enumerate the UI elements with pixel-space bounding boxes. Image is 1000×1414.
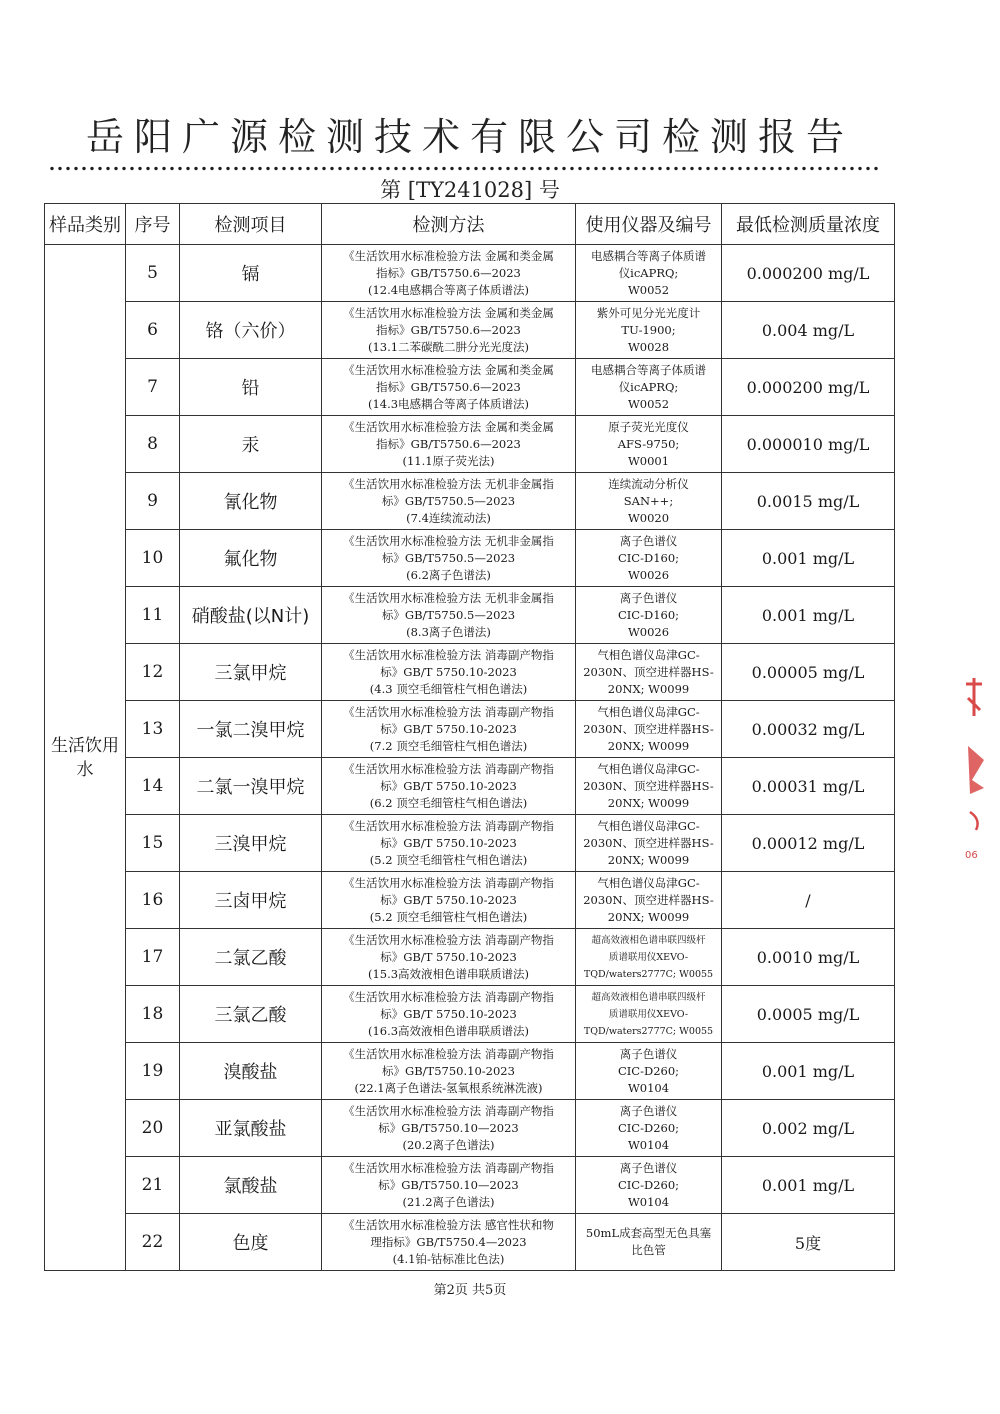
method-line: 指标》GB/T5750.6—2023 xyxy=(376,265,521,280)
instrument-line: 气相色谱仪岛津GC- xyxy=(597,875,700,890)
instrument-line: 离子色谱仪 xyxy=(619,1160,678,1175)
test-method-cell xyxy=(322,302,576,359)
serial-number-cell: 5 xyxy=(126,245,180,302)
method-line: 《生活饮用水标准检验方法 消毒副产物指 xyxy=(343,1160,554,1175)
instrument-line: W0026 xyxy=(627,567,670,582)
table-row xyxy=(45,1100,895,1157)
test-method-cell xyxy=(322,929,576,986)
method-line: (16.3高效液相色谱串联质谱法) xyxy=(367,1023,530,1038)
table-row xyxy=(45,530,895,587)
test-item-cell: 氯酸盐 xyxy=(180,1157,322,1214)
serial-number-cell: 16 xyxy=(126,872,180,929)
method-line: 《生活饮用水标准检验方法 金属和类金属 xyxy=(343,305,554,320)
serial-number-cell: 15 xyxy=(126,815,180,872)
instrument-line: W0026 xyxy=(627,624,670,639)
instrument-cell xyxy=(576,1043,722,1100)
detection-limit-cell: 0.0010 mg/L xyxy=(722,929,895,986)
method-line: (15.3高效液相色谱串联质谱法) xyxy=(367,966,530,981)
method-line: 《生活饮用水标准检验方法 消毒副产物指 xyxy=(343,875,554,890)
instrument-cell xyxy=(576,929,722,986)
method-line: (6.2离子色谱法) xyxy=(406,567,491,582)
serial-number-cell: 6 xyxy=(126,302,180,359)
instrument-line: W0001 xyxy=(627,453,670,468)
table-row xyxy=(45,587,895,644)
instrument-line: 电感耦合等离子体质谱 xyxy=(591,248,706,263)
test-method-cell xyxy=(322,758,576,815)
instrument-line: 紫外可见分光光度计 xyxy=(596,305,701,320)
detection-limit-cell: 0.000010 mg/L xyxy=(722,416,895,473)
instrument-line: 离子色谱仪 xyxy=(619,1103,678,1118)
instrument-line: CIC-D260; xyxy=(617,1063,680,1078)
instrument-cell xyxy=(576,815,722,872)
detection-limit-cell: 0.000200 mg/L xyxy=(722,245,895,302)
instrument-cell xyxy=(576,872,722,929)
test-method-cell xyxy=(322,416,576,473)
test-item-cell: 色度 xyxy=(180,1214,322,1271)
report-title: 岳阳广源检测技术有限公司检测报告 xyxy=(85,115,854,159)
test-item-cell: 一氯二溴甲烷 xyxy=(180,701,322,758)
serial-number-cell: 12 xyxy=(126,644,180,701)
test-method-cell xyxy=(322,1157,576,1214)
test-item-cell: 硝酸盐(以N计) xyxy=(180,587,322,644)
serial-number-cell: 13 xyxy=(126,701,180,758)
serial-number-cell: 19 xyxy=(126,1043,180,1100)
serial-number-cell: 21 xyxy=(126,1157,180,1214)
sample-category-cell: 生活饮用水 xyxy=(45,245,126,1271)
instrument-line: 仪icAPRQ; xyxy=(618,265,679,280)
table-row xyxy=(45,302,895,359)
detection-limit-cell: 0.001 mg/L xyxy=(722,587,895,644)
instrument-line: 连续流动分析仪 xyxy=(608,476,689,491)
method-line: 《生活饮用水标准检验方法 无机非金属指 xyxy=(343,533,554,548)
test-method-cell xyxy=(322,587,576,644)
detection-limit-cell: 0.0005 mg/L xyxy=(722,986,895,1043)
instrument-line: 20NX; W0099 xyxy=(607,681,690,696)
instrument-line: 20NX; W0099 xyxy=(607,852,690,867)
instrument-cell xyxy=(576,587,722,644)
table-header-row xyxy=(45,204,895,245)
method-line: 标》GB/T 5750.10-2023 xyxy=(380,892,517,907)
method-line: (22.1离子色谱法-氢氧根系统淋洗液) xyxy=(354,1080,543,1095)
method-line: 理指标》GB/T5750.4—2023 xyxy=(370,1234,527,1249)
method-line: (13.1二苯碳酰二肼分光光度法) xyxy=(367,339,530,354)
method-line: 《生活饮用水标准检验方法 消毒副产物指 xyxy=(343,932,554,947)
serial-number-cell: 7 xyxy=(126,359,180,416)
instrument-line: 2030N、顶空进样器HS- xyxy=(583,892,714,907)
method-line: 《生活饮用水标准检验方法 金属和类金属 xyxy=(343,362,554,377)
serial-number-cell: 17 xyxy=(126,929,180,986)
table-row xyxy=(45,1214,895,1271)
instrument-cell xyxy=(576,758,722,815)
stamp-text: 06 xyxy=(965,850,978,861)
table-row xyxy=(45,245,895,302)
serial-number-cell: 20 xyxy=(126,1100,180,1157)
instrument-line: CIC-D160; xyxy=(617,607,680,622)
method-line: 标》GB/T5750.5—2023 xyxy=(381,607,516,622)
method-line: 标》GB/T5750.10—2023 xyxy=(378,1120,519,1135)
method-line: (11.1原子荧光法) xyxy=(402,453,495,468)
detection-limit-cell: 0.001 mg/L xyxy=(722,1043,895,1100)
instrument-cell xyxy=(576,644,722,701)
instrument-line: TU-1900; xyxy=(621,322,676,337)
instrument-line: 离子色谱仪 xyxy=(619,1046,678,1061)
method-line: 《生活饮用水标准检验方法 消毒副产物指 xyxy=(343,989,554,1004)
method-line: 《生活饮用水标准检验方法 消毒副产物指 xyxy=(343,647,554,662)
method-line: 《生活饮用水标准检验方法 消毒副产物指 xyxy=(343,761,554,776)
method-line: 《生活饮用水标准检验方法 金属和类金属 xyxy=(343,419,554,434)
detection-limit-cell: 0.001 mg/L xyxy=(722,1157,895,1214)
test-item-cell: 二氯乙酸 xyxy=(180,929,322,986)
table-row xyxy=(45,872,895,929)
instrument-cell xyxy=(576,701,722,758)
test-method-cell xyxy=(322,245,576,302)
instrument-line: W0052 xyxy=(627,282,670,297)
detection-limit-cell: 0.002 mg/L xyxy=(722,1100,895,1157)
test-method-cell xyxy=(322,815,576,872)
header-detection-limit: 最低检测质量浓度 xyxy=(722,204,895,245)
detection-limit-cell: 0.00031 mg/L xyxy=(722,758,895,815)
method-line: 标》GB/T 5750.10-2023 xyxy=(380,664,517,679)
method-line: (5.2 顶空毛细管柱气相色谱法) xyxy=(369,909,528,924)
method-line: (7.2 顶空毛细管柱气相色谱法) xyxy=(369,738,528,753)
instrument-line: CIC-D260; xyxy=(617,1120,680,1135)
method-line: (7.4连续流动法) xyxy=(406,510,491,525)
instrument-cell xyxy=(576,1157,722,1214)
instrument-line: AFS-9750; xyxy=(617,436,680,451)
test-item-cell: 溴酸盐 xyxy=(180,1043,322,1100)
instrument-line: CIC-D160; xyxy=(617,550,680,565)
instrument-line: 质谱联用仪XEVO- xyxy=(608,1008,689,1020)
test-item-cell: 亚氯酸盐 xyxy=(180,1100,322,1157)
instrument-cell xyxy=(576,359,722,416)
method-line: 标》GB/T 5750.10-2023 xyxy=(380,949,517,964)
method-line: 指标》GB/T5750.6—2023 xyxy=(376,322,521,337)
table-row xyxy=(45,1043,895,1100)
test-method-cell xyxy=(322,473,576,530)
test-item-cell: 三溴甲烷 xyxy=(180,815,322,872)
detection-limit-cell: 0.00005 mg/L xyxy=(722,644,895,701)
instrument-line: TQD/waters2777C; W0055 xyxy=(583,968,714,980)
instrument-cell xyxy=(576,1100,722,1157)
table-row xyxy=(45,701,895,758)
instrument-line: W0020 xyxy=(627,510,670,525)
method-line: 标》GB/T5750.5—2023 xyxy=(381,550,516,565)
method-line: (14.3电感耦合等离子体质谱法) xyxy=(367,396,530,411)
results-table xyxy=(44,203,895,1271)
detection-limit-cell: 0.00012 mg/L xyxy=(722,815,895,872)
instrument-line: 仪icAPRQ; xyxy=(618,379,679,394)
test-method-cell xyxy=(322,986,576,1043)
test-method-cell xyxy=(322,1214,576,1271)
report-number: 第 [TY241028] 号 xyxy=(380,178,560,202)
header-instrument: 使用仪器及编号 xyxy=(576,204,722,245)
instrument-line: 2030N、顶空进样器HS- xyxy=(583,721,714,736)
serial-number-cell: 18 xyxy=(126,986,180,1043)
test-item-cell: 铬（六价） xyxy=(180,302,322,359)
instrument-line: 2030N、顶空进样器HS- xyxy=(583,778,714,793)
table-row xyxy=(45,986,895,1043)
detection-limit-cell: 5度 xyxy=(722,1214,895,1271)
method-line: 标》GB/T 5750.10-2023 xyxy=(380,778,517,793)
test-method-cell xyxy=(322,1043,576,1100)
method-line: 《生活饮用水标准检验方法 无机非金属指 xyxy=(343,476,554,491)
instrument-line: CIC-D260; xyxy=(617,1177,680,1192)
header-test-item: 检测项目 xyxy=(180,204,322,245)
test-item-cell: 氰化物 xyxy=(180,473,322,530)
header-sample-category: 样品类别 xyxy=(45,204,126,245)
method-line: (8.3离子色谱法) xyxy=(406,624,491,639)
method-line: 指标》GB/T5750.6—2023 xyxy=(376,436,521,451)
instrument-line: TQD/waters2777C; W0055 xyxy=(583,1025,714,1037)
serial-number-cell: 11 xyxy=(126,587,180,644)
method-line: 标》GB/T 5750.10-2023 xyxy=(380,721,517,736)
table-row xyxy=(45,473,895,530)
method-line: 标》GB/T5750.10-2023 xyxy=(382,1063,515,1078)
detection-limit-cell: / xyxy=(722,872,895,929)
table-row xyxy=(45,359,895,416)
test-method-cell xyxy=(322,530,576,587)
red-stamp-fragment xyxy=(962,676,986,866)
test-method-cell xyxy=(322,1100,576,1157)
header-serial-number: 序号 xyxy=(126,204,180,245)
method-line: 《生活饮用水标准检验方法 金属和类金属 xyxy=(343,248,554,263)
test-item-cell: 二氯一溴甲烷 xyxy=(180,758,322,815)
instrument-line: 离子色谱仪 xyxy=(619,533,678,548)
instrument-line: W0104 xyxy=(627,1137,670,1152)
instrument-line: W0052 xyxy=(627,396,670,411)
instrument-line: 50mL成套高型无色具塞 xyxy=(585,1226,712,1240)
test-item-cell: 氟化物 xyxy=(180,530,322,587)
instrument-cell xyxy=(576,986,722,1043)
instrument-line: 2030N、顶空进样器HS- xyxy=(583,835,714,850)
test-method-cell xyxy=(322,701,576,758)
test-item-cell: 三氯乙酸 xyxy=(180,986,322,1043)
instrument-line: 比色管 xyxy=(631,1243,666,1257)
detection-limit-cell: 0.0015 mg/L xyxy=(722,473,895,530)
serial-number-cell: 9 xyxy=(126,473,180,530)
table-row xyxy=(45,758,895,815)
method-line: 标》GB/T 5750.10-2023 xyxy=(380,835,517,850)
method-line: 标》GB/T 5750.10-2023 xyxy=(380,1006,517,1021)
test-item-cell: 铅 xyxy=(180,359,322,416)
detection-limit-cell: 0.00032 mg/L xyxy=(722,701,895,758)
instrument-cell xyxy=(576,416,722,473)
instrument-line: 超高效液相色谱串联四级杆 xyxy=(591,991,706,1003)
table-row xyxy=(45,1157,895,1214)
instrument-line: SAN++; xyxy=(623,493,674,508)
detection-limit-cell: 0.001 mg/L xyxy=(722,530,895,587)
instrument-line: W0028 xyxy=(627,339,670,354)
instrument-line: 气相色谱仪岛津GC- xyxy=(597,761,700,776)
test-item-cell: 汞 xyxy=(180,416,322,473)
instrument-cell xyxy=(576,245,722,302)
detection-limit-cell: 0.000200 mg/L xyxy=(722,359,895,416)
test-item-cell: 三氯甲烷 xyxy=(180,644,322,701)
serial-number-cell: 14 xyxy=(126,758,180,815)
instrument-line: 电感耦合等离子体质谱 xyxy=(591,362,706,377)
method-line: (4.1铂-钴标准比色法) xyxy=(392,1251,505,1266)
instrument-cell xyxy=(576,473,722,530)
method-line: 指标》GB/T5750.6—2023 xyxy=(376,379,521,394)
test-method-cell xyxy=(322,872,576,929)
instrument-line: W0104 xyxy=(627,1080,670,1095)
instrument-cell xyxy=(576,302,722,359)
instrument-cell xyxy=(576,1214,722,1271)
instrument-line: 气相色谱仪岛津GC- xyxy=(597,647,700,662)
method-line: (12.4电感耦合等离子体质谱法) xyxy=(367,282,530,297)
instrument-line: 原子荧光光度仪 xyxy=(608,419,689,434)
method-line: (20.2离子色谱法) xyxy=(402,1137,495,1152)
instrument-line: 20NX; W0099 xyxy=(607,738,690,753)
header-test-method: 检测方法 xyxy=(322,204,576,245)
instrument-line: 超高效液相色谱串联四级杆 xyxy=(591,934,706,946)
test-method-cell xyxy=(322,644,576,701)
table-row xyxy=(45,815,895,872)
instrument-line: 20NX; W0099 xyxy=(607,909,690,924)
serial-number-cell: 22 xyxy=(126,1214,180,1271)
instrument-line: 离子色谱仪 xyxy=(619,590,678,605)
method-line: (6.2 顶空毛细管柱气相色谱法) xyxy=(369,795,528,810)
method-line: (5.2 顶空毛细管柱气相色谱法) xyxy=(369,852,528,867)
method-line: 标》GB/T5750.10—2023 xyxy=(378,1177,519,1192)
dotted-divider xyxy=(48,166,880,171)
method-line: 《生活饮用水标准检验方法 消毒副产物指 xyxy=(343,704,554,719)
serial-number-cell: 8 xyxy=(126,416,180,473)
instrument-line: 质谱联用仪XEVO- xyxy=(608,951,689,963)
method-line: (21.2离子色谱法) xyxy=(402,1194,495,1209)
serial-number-cell: 10 xyxy=(126,530,180,587)
instrument-line: W0104 xyxy=(627,1194,670,1209)
method-line: 《生活饮用水标准检验方法 消毒副产物指 xyxy=(343,1103,554,1118)
table-row xyxy=(45,644,895,701)
method-line: (4.3 顶空毛细管柱气相色谱法) xyxy=(369,681,528,696)
test-item-cell: 三卤甲烷 xyxy=(180,872,322,929)
table-row xyxy=(45,929,895,986)
method-line: 《生活饮用水标准检验方法 消毒副产物指 xyxy=(343,1046,554,1061)
page-number: 第2页 共5页 xyxy=(433,1283,507,1298)
test-method-cell xyxy=(322,359,576,416)
instrument-line: 2030N、顶空进样器HS- xyxy=(583,664,714,679)
method-line: 《生活饮用水标准检验方法 消毒副产物指 xyxy=(343,818,554,833)
test-item-cell: 镉 xyxy=(180,245,322,302)
instrument-cell xyxy=(576,530,722,587)
instrument-line: 20NX; W0099 xyxy=(607,795,690,810)
instrument-line: 气相色谱仪岛津GC- xyxy=(597,818,700,833)
table-row xyxy=(45,416,895,473)
detection-limit-cell: 0.004 mg/L xyxy=(722,302,895,359)
instrument-line: 气相色谱仪岛津GC- xyxy=(597,704,700,719)
method-line: 《生活饮用水标准检验方法 感官性状和物 xyxy=(343,1217,554,1232)
method-line: 《生活饮用水标准检验方法 无机非金属指 xyxy=(343,590,554,605)
method-line: 标》GB/T5750.5—2023 xyxy=(381,493,516,508)
